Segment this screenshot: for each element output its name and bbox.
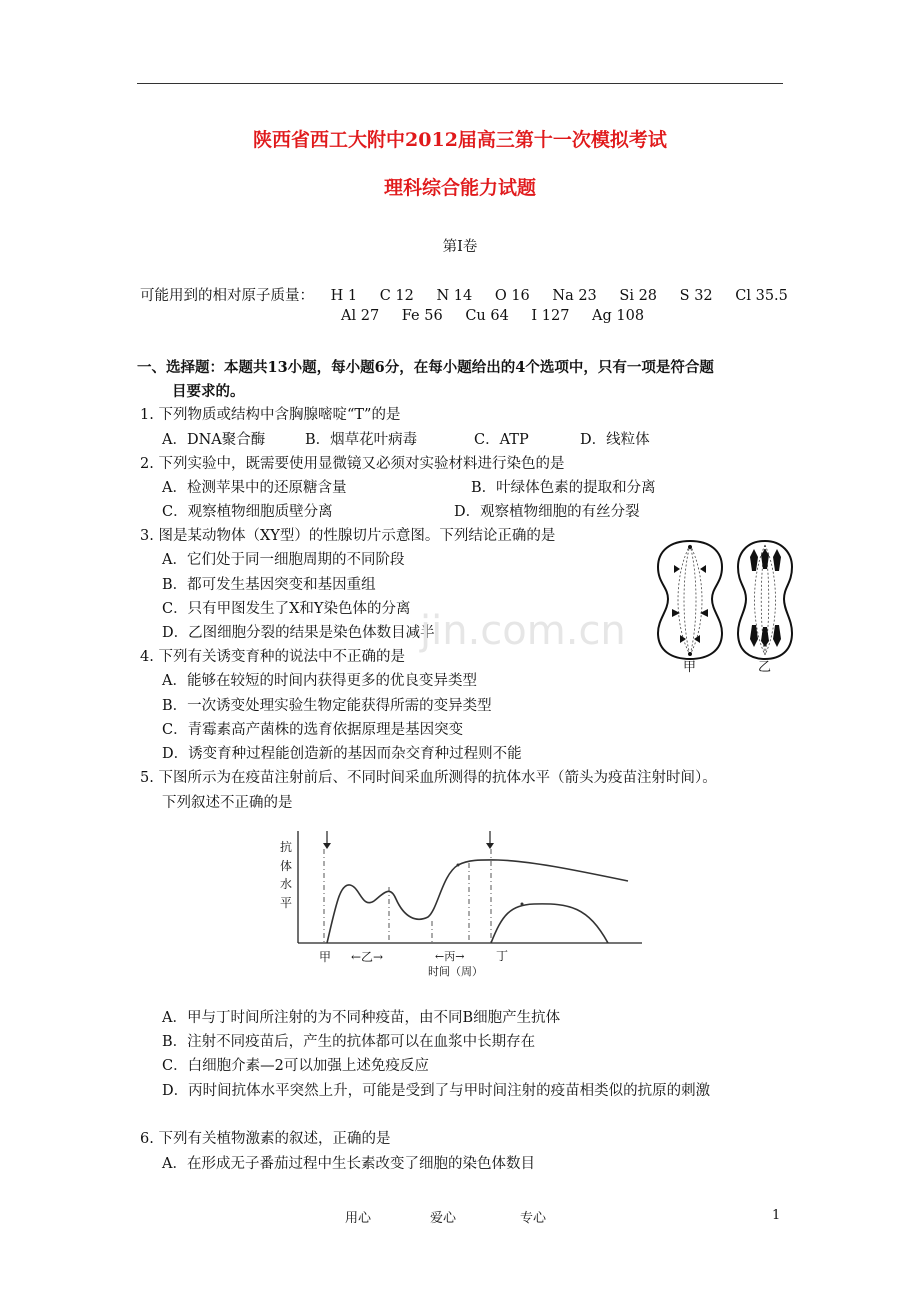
mass-item: O 16 — [494, 288, 530, 304]
question-6-stem: 6. 下列有关植物激素的叙述，正确的是 — [140, 1131, 391, 1147]
q6-option-a: A．在形成无子番茄过程中生长素改变了细胞的染色体数目 — [162, 1156, 535, 1172]
q4-option-b: B．一次诱变处理实验生物定能获得所需的变异类型 — [162, 698, 492, 714]
section-heading-cont: 目要求的。 — [172, 383, 245, 400]
arrow-head-icon — [323, 843, 331, 849]
ylabel-char: 水 — [280, 877, 293, 891]
arrow-head-icon — [486, 843, 494, 849]
q2-option-a: A．检测苹果中的还原糖含量 — [162, 480, 347, 496]
q5-option-c: C．白细胞介素—2可以加强上述免疫反应 — [162, 1058, 429, 1074]
chart-ylabel — [280, 838, 294, 912]
cell-label-jia: 甲 — [683, 660, 697, 675]
volume-label: 第Ⅰ卷 — [442, 239, 478, 255]
antibody-curve-secondary — [491, 904, 608, 943]
curve-point — [457, 864, 460, 867]
exam-title: 陕西省西工大附中2012届高三第十一次模拟考试 — [253, 129, 667, 151]
page-number: 1 — [772, 1208, 781, 1223]
ylabel-char: 抗 — [280, 840, 293, 854]
question-4-stem: 4. 下列有关诱变育种的说法中不正确的是 — [140, 649, 405, 665]
mass-item: Cu 64 — [465, 308, 509, 324]
mass-item: Si 28 — [619, 288, 658, 304]
cell-label-yi: 乙 — [758, 660, 772, 675]
q3-option-b: B．都可发生基因突变和基因重组 — [162, 577, 376, 593]
q3-option-a: A．它们处于同一细胞周期的不同阶段 — [162, 552, 405, 568]
atomic-mass-row1 — [140, 284, 788, 305]
chart-xlabel-ding: 丁 — [496, 949, 509, 963]
mass-item: Fe 56 — [401, 308, 443, 324]
mass-item: N 14 — [436, 288, 473, 304]
q5-option-b: B．注射不同疫苗后，产生的抗体都可以在血浆中长期存在 — [162, 1034, 536, 1050]
atomic-mass-row2 — [341, 308, 662, 324]
chromosomes-yi — [750, 549, 781, 647]
cell-division-figure — [650, 535, 795, 675]
watermark: jin.com.cn — [420, 608, 626, 654]
footer-middle2: 专心 — [520, 1211, 547, 1226]
q5-option-a: A．甲与丁时间所注射的为不同种疫苗，由不同B细胞产生抗体 — [162, 1010, 561, 1026]
q2-option-b: B．叶绿体色素的提取和分离 — [471, 480, 656, 496]
q1-option-a: A．DNA聚合酶 — [162, 432, 266, 448]
chart-xtitle: 时间（周） — [428, 965, 483, 978]
ylabel-char: 平 — [280, 895, 293, 910]
exam-subtitle: 理科综合能力试题 — [383, 177, 536, 199]
mass-item: H 1 — [330, 288, 358, 304]
q2-option-c: C．观察植物细胞质壁分离 — [162, 504, 333, 520]
q4-option-a: A．能够在较短的时间内获得更多的优良变异类型 — [162, 673, 477, 689]
mass-item: S 32 — [679, 288, 713, 304]
antibody-curve-primary — [327, 860, 628, 943]
q1-option-c: C．ATP — [474, 432, 529, 448]
footer-left: 用心 — [345, 1211, 372, 1226]
question-5-stem: 5. 下图所示为在疫苗注射前后、不同时间采血所测得的抗体水平（箭头为疫苗注射时间）。 — [140, 770, 717, 786]
mass-item: I 127 — [531, 308, 570, 324]
section-heading: 一、选择题：本题共13小题，每小题6分，在每小题给出的4个选项中，只有一项是符合题 — [137, 359, 714, 376]
q1-option-b: B．烟草花叶病毒 — [305, 432, 418, 448]
mass-item: Na 23 — [552, 288, 597, 304]
curve-point — [521, 903, 524, 906]
chart-xlabel-jia: 甲 — [319, 950, 332, 964]
q3-option-d: D．乙图细胞分裂的结果是染色体数目减半 — [162, 625, 435, 641]
q2-option-d: D．观察植物细胞的有丝分裂 — [454, 504, 640, 520]
question-3-stem: 3. 图是某动物体（XY型）的性腺切片示意图。下列结论正确的是 — [140, 528, 556, 544]
chromosomes-jia — [672, 545, 708, 656]
top-rule — [137, 83, 783, 84]
mass-item: C 12 — [379, 288, 414, 304]
q1-option-d: D．线粒体 — [580, 432, 650, 448]
question-1-stem: 1. 下列物质或结构中含胸腺嘧啶“T”的是 — [140, 407, 401, 423]
question-5-stem-cont: 下列叙述不正确的是 — [162, 795, 293, 811]
atomic-mass-label: 可能用到的相对原子质量： — [140, 288, 314, 304]
mass-item: Al 27 — [341, 308, 380, 324]
chart-xlabel-yi: ←乙→ — [351, 950, 384, 964]
q3-option-c: C．只有甲图发生了X和Y染色体的分离 — [162, 601, 411, 617]
question-2-stem: 2. 下列实验中，既需要使用显微镜又必须对实验材料进行染色的是 — [140, 456, 565, 472]
ylabel-char: 体 — [280, 858, 293, 873]
mass-item: Cl 35.5 — [735, 288, 788, 304]
q5-option-d: D．丙时间抗体水平突然上升，可能是受到了与甲时间注射的疫苗相类似的抗原的刺激 — [162, 1083, 711, 1099]
footer-middle1: 爱心 — [430, 1211, 457, 1226]
mass-item: Ag 108 — [592, 308, 645, 324]
q4-option-c: C．青霉素高产菌株的选育依据原理是基因突变 — [162, 722, 464, 738]
q4-option-d: D．诱变育种过程能创造新的基因而杂交育种过程则不能 — [162, 746, 522, 762]
cell-jia-outline — [658, 541, 722, 659]
chart-axes — [298, 831, 642, 943]
time-marker-lines — [324, 849, 491, 943]
chart-xlabel-bing: ←丙→ — [435, 950, 465, 963]
